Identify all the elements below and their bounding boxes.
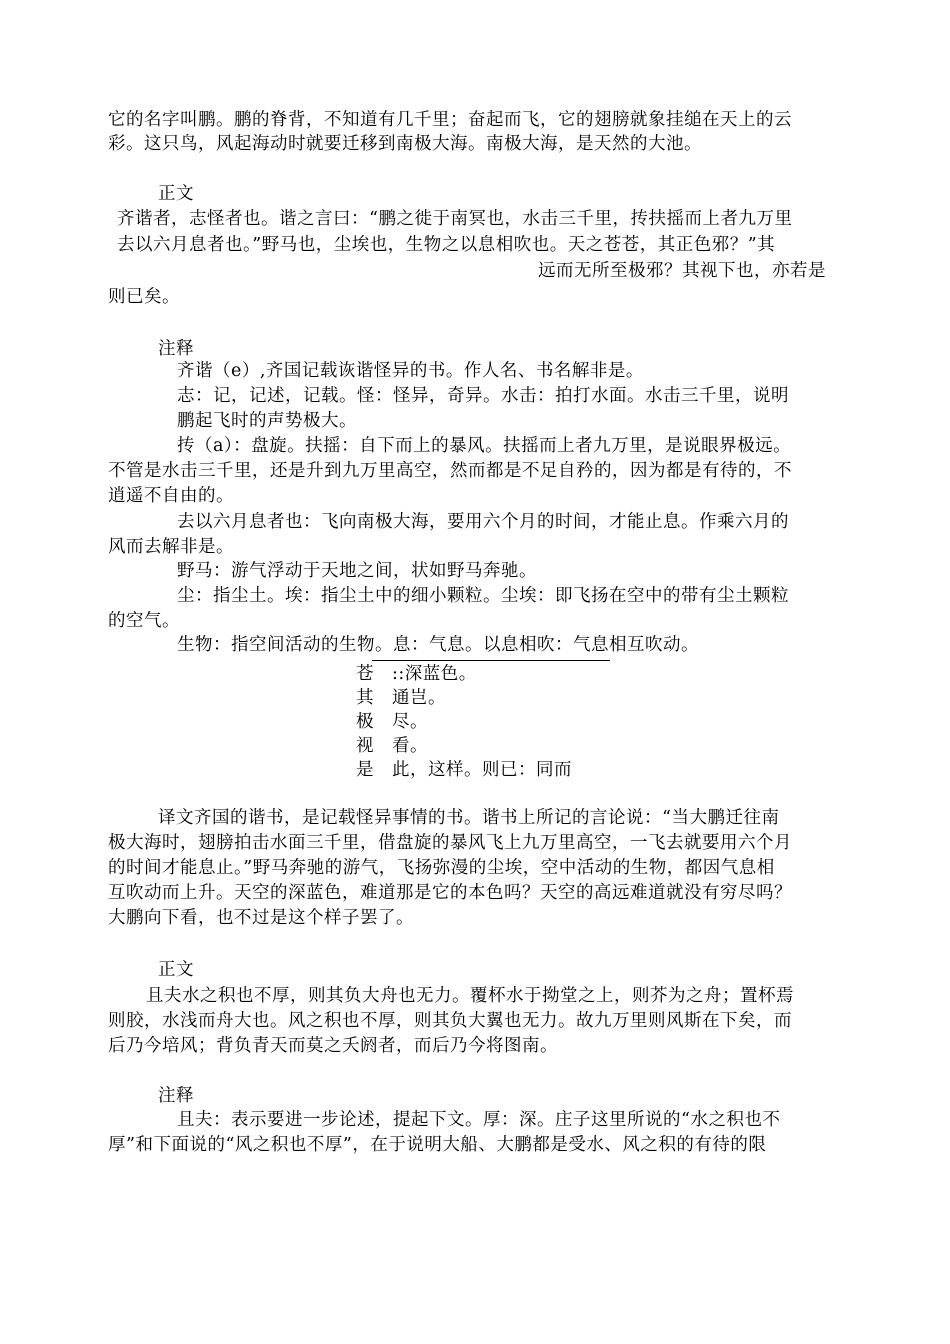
section2-heading: 正文 <box>158 960 194 980</box>
translation1-line-3: 的时间才能息止。”野马奔驰的游气，飞扬弥漫的尘埃，空中活动的生物，都因气息相 <box>108 858 775 878</box>
section1-line-4: 则已矣。 <box>108 287 180 307</box>
notes1-line-10: 尘：指尘土。埃：指尘土中的细小颗粒。尘埃：即飞扬在空中的带有尘土颗粒 <box>177 586 789 606</box>
notes1-line-6: 逍遥不自由的。 <box>108 486 234 506</box>
notes2-line-2: 厚”和下面说的“风之积也不厚”，在于说明大船、大鹏都是受水、风之积的有待的限 <box>108 1135 767 1155</box>
notes1-line-5: 不管是水击三千里，还是升到九万里高空，然而都是不足自矜的，因为都是有待的，不 <box>108 461 792 481</box>
notes1-line-8: 风而去解非是。 <box>108 537 234 557</box>
glossary-def: 通岂。 <box>392 688 446 708</box>
notes1-heading: 注释 <box>158 339 194 359</box>
glossary-term: 其 <box>356 688 374 708</box>
intro-line-1: 它的名字叫鹏。鹏的脊背，不知道有几千里；奋起而飞，它的翅膀就象挂缒在天上的云 <box>108 110 792 130</box>
section2-line-2: 则胶，水浅而舟大也。风之积也不厚，则其负大翼也无力。故九万里则风斯在下矣，而 <box>108 1011 792 1031</box>
section1-line-1: 齐谐者，志怪者也。谐之言曰：“鹏之徙于南冥也，水击三千里，抟扶摇而上者九万里 <box>117 209 793 229</box>
glossary-def: ::深蓝色。 <box>392 664 477 684</box>
glossary-term: 视 <box>356 736 374 756</box>
section2-line-3: 后乃今培风；背负青天而莫之夭阏者，而后乃今将图南。 <box>108 1036 558 1056</box>
glossary-term: 极 <box>356 712 374 732</box>
notes1-line-11: 的空气。 <box>108 611 180 631</box>
section1-line-2: 去以六月息者也。”野马也，尘埃也，生物之以息相吹也。天之苍苍，其正色邪？”其 <box>117 235 776 255</box>
notes2-heading: 注释 <box>158 1086 194 1106</box>
section1-heading: 正文 <box>158 184 194 204</box>
glossary-term: 是 <box>356 760 374 780</box>
glossary-def: 尽。 <box>392 712 428 732</box>
translation1-line-4: 互吹动而上升。天空的深蓝色，难道那是它的本色吗？天空的高远难道就没有穷尽吗？ <box>108 883 792 903</box>
glossary-def: 此，这样。则已：同而 <box>392 760 572 780</box>
glossary-term: 苍 <box>356 664 374 684</box>
intro-line-2: 彩。这只鸟，风起海动时就要迁移到南极大海。南极大海，是天然的大池。 <box>108 134 702 154</box>
notes1-line-2: 志：记，记述，记载。怪：怪异，奇异。水击：拍打水面。水击三千里，说明 <box>177 386 789 406</box>
section2-line-1: 且夫水之积也不厚，则其负大舟也无力。覆杯水于拗堂之上，则芥为之舟；置杯焉 <box>146 986 794 1006</box>
notes1-line-1: 齐谐（e）,齐国记载诙谐怪异的书。作人名、书名解非是。 <box>177 361 644 381</box>
notes1-line-4: 抟（a）：盘旋。扶摇：自下而上的暴风。扶摇而上者九万里，是说眼界极远。 <box>177 436 792 456</box>
notes1-line-7: 去以六月息者也：飞向南极大海，要用六个月的时间，才能止息。作乘六月的 <box>177 512 789 532</box>
glossary-def: 看。 <box>392 736 428 756</box>
notes2-line-1: 且夫：表示要进一步论述，提起下文。厚：深。庄子这里所说的“水之积也不 <box>177 1110 781 1130</box>
translation1-line-2: 极大海时，翅膀拍击水面三千里，借盘旋的暴风飞上九万里高空，一飞去就要用六个月 <box>108 833 792 853</box>
glossary-rule <box>372 660 610 661</box>
notes1-line-3: 鹏起飞时的声势极大。 <box>177 411 357 431</box>
translation1-line-5: 大鹏向下看，也不过是这个样子罢了。 <box>108 908 414 928</box>
translation1-line-1: 译文齐国的谐书，是记载怪异事情的书。谐书上所记的言论说：“当大鹏迁往南 <box>158 808 780 828</box>
notes1-line-12: 生物：指空间活动的生物。息：气息。以息相吹：气息相互吹动。 <box>177 635 699 655</box>
section1-line-3: 远而无所至极邪？其视下也，亦若是 <box>538 261 826 281</box>
notes1-line-9: 野马：游气浮动于天地之间，状如野马奔驰。 <box>177 561 537 581</box>
